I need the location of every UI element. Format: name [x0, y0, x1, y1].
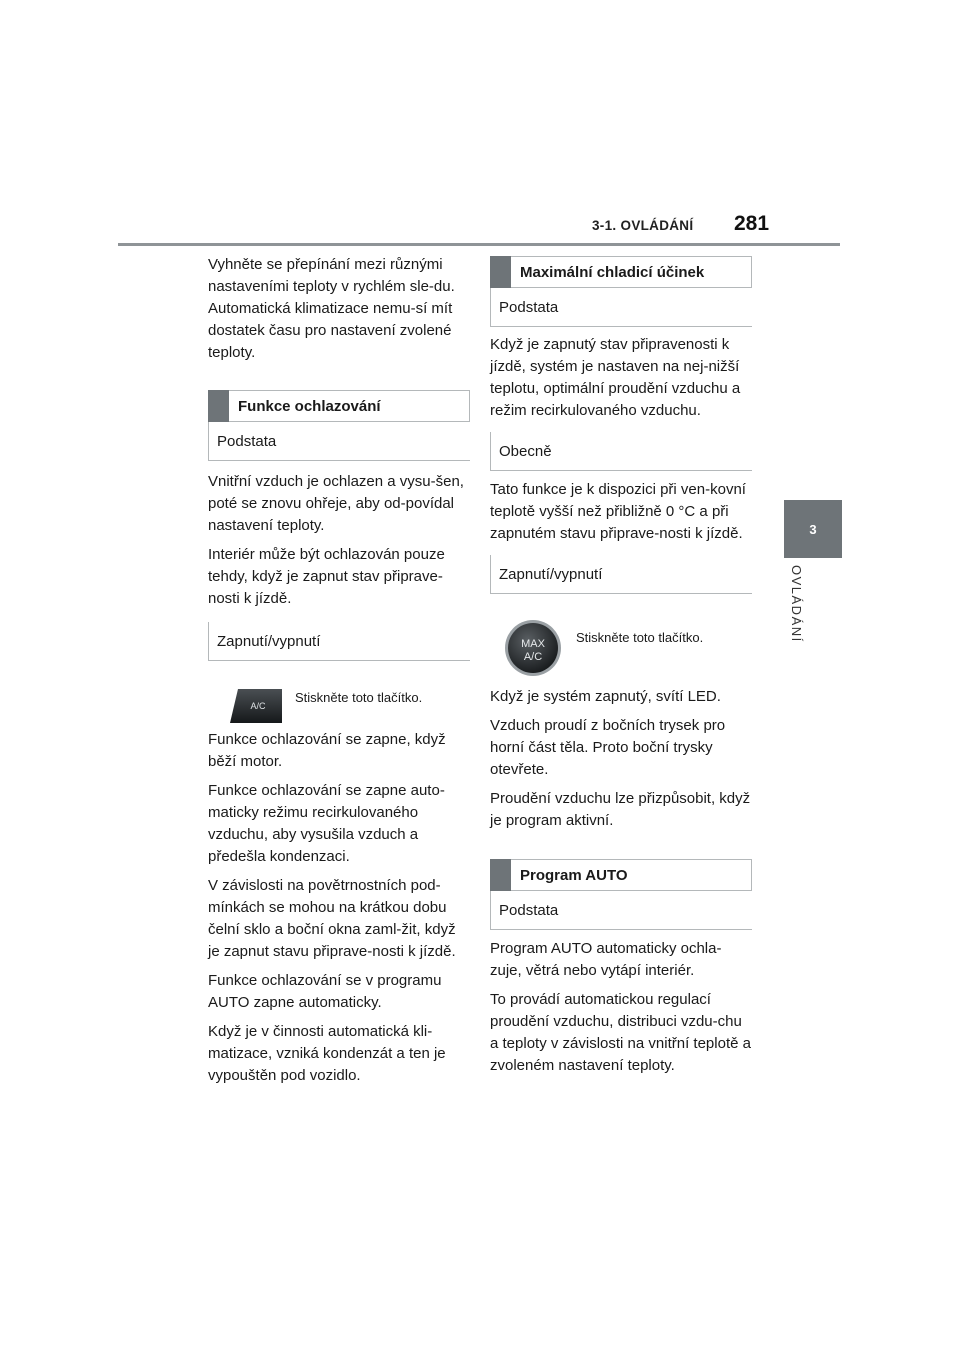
cooling-onoff-subheading: Zapnutí/vypnutí: [208, 622, 470, 661]
section-title: 3-1. OVLÁDÁNÍ: [592, 218, 694, 233]
max-ac-button-caption: Stiskněte toto tlačítko.: [576, 630, 704, 645]
cooling-essence-subheading: Podstata: [208, 422, 470, 461]
max-cooling-heading: Maximální chladicí účinek: [490, 256, 752, 288]
heading-marker: [490, 859, 511, 891]
max-general-paragraph: Tato funkce je k dispozici při ven-kovní teplotě vyšší než přibližně 0 °C a při zapnutém stavu připrave-nosti k jízdě.: [490, 481, 746, 542]
heading-marker: [490, 256, 511, 288]
left-column: [208, 254, 470, 1094]
ac-button-row: [208, 661, 470, 729]
max-ac-button-text-line1: MAX: [521, 638, 545, 650]
cooling-paragraph-2: Funkce ochlazování se zapne auto-maticky režimu recirkulovaného vzduchu, aby vysušila vzduch a předešla kondenzaci.: [208, 782, 445, 865]
max-ac-button-row: [490, 594, 752, 686]
max-onoff-subheading: Zapnutí/vypnutí: [490, 555, 752, 594]
max-paragraph-1: Když je systém zapnutý, svítí LED.: [490, 688, 721, 705]
max-ac-button-text-line2: A/C: [523, 651, 543, 663]
right-column: [490, 254, 752, 1084]
auto-paragraph-1: Program AUTO automaticky ochla-zuje, větrá nebo vytápí interiér.: [490, 940, 722, 979]
auto-essence-subheading: Podstata: [490, 891, 752, 930]
max-essence-paragraph: Když je zapnutý stav připravenosti k jízdě, systém je nastaven na nej-nižší teplotu, optimální proudění vzduchu a režim recirkulovaného vzduchu.: [490, 336, 741, 419]
intro-paragraph: Vyhněte se přepínání mezi různými nastaveními teploty v rychlém sle-du. Automatická klimatizace nemu-sí mít dostatek času pro nastavení zvolené teploty.: [208, 256, 455, 361]
chapter-tab-label: OVLÁDÁNÍ: [789, 565, 804, 643]
auto-program-heading: Program AUTO: [490, 859, 752, 891]
max-paragraph-3: Proudění vzduchu lze přizpůsobit, když je program aktivní.: [490, 790, 751, 829]
header-divider: [118, 243, 840, 246]
max-essence-subheading: Podstata: [490, 288, 752, 327]
cooling-paragraph-5: Když je v činnosti automatická kli-matizace, vzniká kondenzát a ten je vypouštěn pod vozidlo.: [208, 1023, 446, 1084]
cooling-paragraph-1: Funkce ochlazování se zapne, když běží motor.: [208, 731, 446, 770]
ac-button-caption: Stiskněte toto tlačítko.: [295, 690, 423, 705]
cooling-paragraph-4: Funkce ochlazování se v programu AUTO zapne automaticky.: [208, 972, 442, 1011]
cooling-heading: Funkce ochlazování: [208, 390, 470, 422]
max-ac-button-icon: [504, 619, 562, 677]
max-general-subheading: Obecně: [490, 432, 752, 471]
heading-marker: [208, 390, 229, 422]
cooling-essence-paragraph-2: Interiér může být ochlazován pouze tehdy, když je zapnut stav připrave-nosti k jízdě.: [208, 546, 445, 607]
ac-button-icon: [228, 687, 284, 725]
chapter-tab-number: 3: [784, 500, 842, 558]
max-paragraph-2: Vzduch proudí z bočních trysek pro horní část těla. Proto boční trysky otevřete.: [490, 717, 726, 778]
page-number: 281: [734, 212, 770, 235]
cooling-essence-paragraph-1: Vnitřní vzduch je ochlazen a vysu-šen, poté se znovu ohřeje, aby od-povídal nastavení teploty.: [208, 473, 464, 534]
auto-paragraph-2: To provádí automatickou regulací proudění vzduchu, distribuci vzdu-chu a teploty v závislosti na vnitřní teplotě a zvoleném nastavení teploty.: [490, 991, 751, 1074]
ac-button-text: A/C: [250, 701, 266, 711]
cooling-paragraph-3: V závislosti na povětrnostních pod-mínkách se mohou na krátkou dobu čelní sklo a boční okna zaml-žit, když je zapnut stavu připrave-nosti k jízdě.: [208, 877, 456, 960]
